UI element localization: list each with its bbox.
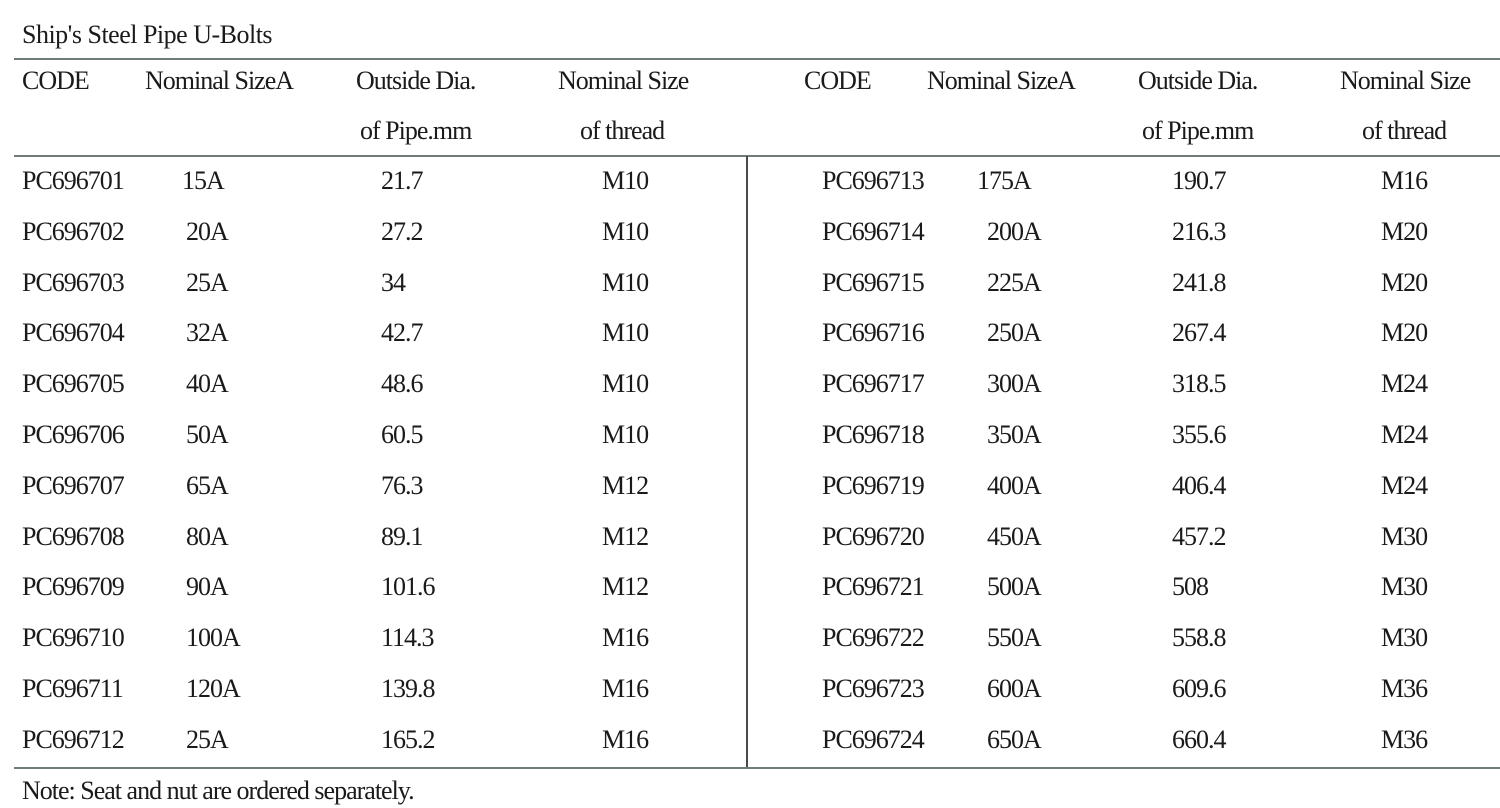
cell-thread: M20 bbox=[1381, 217, 1428, 246]
cell-code: PC696714 bbox=[822, 217, 924, 246]
cell-code: PC696722 bbox=[822, 623, 924, 652]
cell-size: 20A bbox=[186, 217, 228, 246]
cell-code: PC696713 bbox=[822, 166, 924, 195]
cell-size: 25A bbox=[186, 268, 228, 297]
top-rule bbox=[14, 58, 1500, 60]
cell-dia: 34 bbox=[381, 268, 405, 297]
cell-code: PC696720 bbox=[822, 522, 924, 551]
header-nominal-size-thread-line2: of thread bbox=[580, 116, 665, 145]
cell-size: 50A bbox=[186, 420, 228, 449]
header-rule bbox=[14, 155, 1500, 157]
cell-code: PC696721 bbox=[822, 572, 924, 601]
header-outside-dia-unit: of Pipe.mm bbox=[360, 116, 472, 145]
cell-thread: M20 bbox=[1381, 268, 1428, 297]
cell-dia: 457.2 bbox=[1172, 522, 1226, 551]
cell-code: PC696706 bbox=[22, 420, 124, 449]
cell-dia: 42.7 bbox=[381, 318, 423, 347]
cell-code: PC696709 bbox=[22, 572, 124, 601]
cell-dia: 609.6 bbox=[1172, 674, 1226, 703]
cell-thread: M24 bbox=[1381, 369, 1428, 398]
cell-size: 250A bbox=[987, 318, 1041, 347]
cell-thread: M10 bbox=[602, 217, 649, 246]
cell-size: 300A bbox=[987, 369, 1041, 398]
cell-dia: 101.6 bbox=[381, 572, 435, 601]
column-group-divider bbox=[746, 156, 748, 768]
cell-dia: 139.8 bbox=[381, 674, 435, 703]
cell-size: 450A bbox=[987, 522, 1041, 551]
cell-size: 350A bbox=[987, 420, 1041, 449]
header-nominal-size-a: Nominal SizeA bbox=[145, 66, 294, 95]
cell-size: 32A bbox=[186, 318, 228, 347]
cell-dia: 165.2 bbox=[381, 725, 435, 754]
cell-thread: M30 bbox=[1381, 572, 1428, 601]
cell-code: PC696712 bbox=[22, 725, 124, 754]
cell-code: PC696705 bbox=[22, 369, 124, 398]
header-outside-dia: Outside Dia. bbox=[1138, 66, 1258, 95]
header-code: CODE bbox=[804, 66, 871, 95]
cell-thread: M10 bbox=[602, 268, 649, 297]
cell-thread: M16 bbox=[1381, 166, 1428, 195]
header-nominal-size-thread-line2: of thread bbox=[1362, 116, 1447, 145]
cell-code: PC696718 bbox=[822, 420, 924, 449]
bottom-rule bbox=[14, 767, 1500, 769]
cell-code: PC696708 bbox=[22, 522, 124, 551]
cell-code: PC696702 bbox=[22, 217, 124, 246]
cell-dia: 60.5 bbox=[381, 420, 423, 449]
cell-thread: M24 bbox=[1381, 471, 1428, 500]
cell-size: 550A bbox=[987, 623, 1041, 652]
cell-thread: M10 bbox=[602, 420, 649, 449]
cell-thread: M36 bbox=[1381, 725, 1428, 754]
cell-size: 40A bbox=[186, 369, 228, 398]
cell-thread: M36 bbox=[1381, 674, 1428, 703]
cell-dia: 318.5 bbox=[1172, 369, 1226, 398]
cell-thread: M16 bbox=[602, 623, 649, 652]
table-title: Ship's Steel Pipe U-Bolts bbox=[22, 20, 273, 49]
cell-size: 100A bbox=[186, 623, 240, 652]
cell-size: 120A bbox=[186, 674, 240, 703]
cell-dia: 190.7 bbox=[1172, 166, 1226, 195]
cell-size: 400A bbox=[987, 471, 1041, 500]
cell-size: 15A bbox=[182, 166, 224, 195]
cell-thread: M20 bbox=[1381, 318, 1428, 347]
cell-dia: 114.3 bbox=[381, 623, 434, 652]
cell-dia: 241.8 bbox=[1172, 268, 1226, 297]
cell-code: PC696723 bbox=[822, 674, 924, 703]
cell-code: PC696707 bbox=[22, 471, 124, 500]
footnote: Note: Seat and nut are ordered separately. bbox=[22, 776, 414, 805]
cell-code: PC696717 bbox=[822, 369, 924, 398]
cell-thread: M10 bbox=[602, 369, 649, 398]
cell-dia: 267.4 bbox=[1172, 318, 1226, 347]
cell-dia: 508 bbox=[1172, 572, 1208, 601]
cell-thread: M12 bbox=[602, 471, 649, 500]
cell-dia: 406.4 bbox=[1172, 471, 1226, 500]
cell-thread: M24 bbox=[1381, 420, 1428, 449]
cell-code: PC696724 bbox=[822, 725, 924, 754]
cell-size: 500A bbox=[987, 572, 1041, 601]
cell-code: PC696710 bbox=[22, 623, 124, 652]
cell-thread: M10 bbox=[602, 318, 649, 347]
header-nominal-size-thread: Nominal Size bbox=[1340, 66, 1471, 95]
cell-size: 65A bbox=[186, 471, 228, 500]
cell-dia: 21.7 bbox=[381, 166, 423, 195]
cell-size: 90A bbox=[186, 572, 228, 601]
cell-thread: M12 bbox=[602, 572, 649, 601]
cell-code: PC696703 bbox=[22, 268, 124, 297]
cell-thread: M12 bbox=[602, 522, 649, 551]
cell-size: 25A bbox=[186, 725, 228, 754]
cell-code: PC696701 bbox=[22, 166, 124, 195]
cell-dia: 660.4 bbox=[1172, 725, 1226, 754]
cell-thread: M30 bbox=[1381, 623, 1428, 652]
cell-thread: M16 bbox=[602, 674, 649, 703]
cell-dia: 89.1 bbox=[381, 522, 423, 551]
cell-dia: 558.8 bbox=[1172, 623, 1226, 652]
header-outside-dia-unit: of Pipe.mm bbox=[1142, 116, 1254, 145]
cell-code: PC696704 bbox=[22, 318, 124, 347]
cell-dia: 355.6 bbox=[1172, 420, 1226, 449]
cell-thread: M30 bbox=[1381, 522, 1428, 551]
cell-size: 200A bbox=[987, 217, 1041, 246]
cell-code: PC696711 bbox=[22, 674, 123, 703]
cell-size: 225A bbox=[987, 268, 1041, 297]
cell-code: PC696716 bbox=[822, 318, 924, 347]
cell-code: PC696719 bbox=[822, 471, 924, 500]
header-nominal-size-a: Nominal SizeA bbox=[927, 66, 1076, 95]
header-nominal-size-thread: Nominal Size bbox=[558, 66, 689, 95]
cell-dia: 27.2 bbox=[381, 217, 423, 246]
cell-size: 650A bbox=[987, 725, 1041, 754]
header-code: CODE bbox=[22, 66, 89, 95]
cell-dia: 76.3 bbox=[381, 471, 423, 500]
header-outside-dia: Outside Dia. bbox=[356, 66, 476, 95]
cell-thread: M10 bbox=[602, 166, 649, 195]
cell-size: 600A bbox=[987, 674, 1041, 703]
cell-dia: 216.3 bbox=[1172, 217, 1226, 246]
cell-thread: M16 bbox=[602, 725, 649, 754]
cell-size: 175A bbox=[977, 166, 1031, 195]
cell-size: 80A bbox=[186, 522, 228, 551]
cell-code: PC696715 bbox=[822, 268, 924, 297]
cell-dia: 48.6 bbox=[381, 369, 423, 398]
